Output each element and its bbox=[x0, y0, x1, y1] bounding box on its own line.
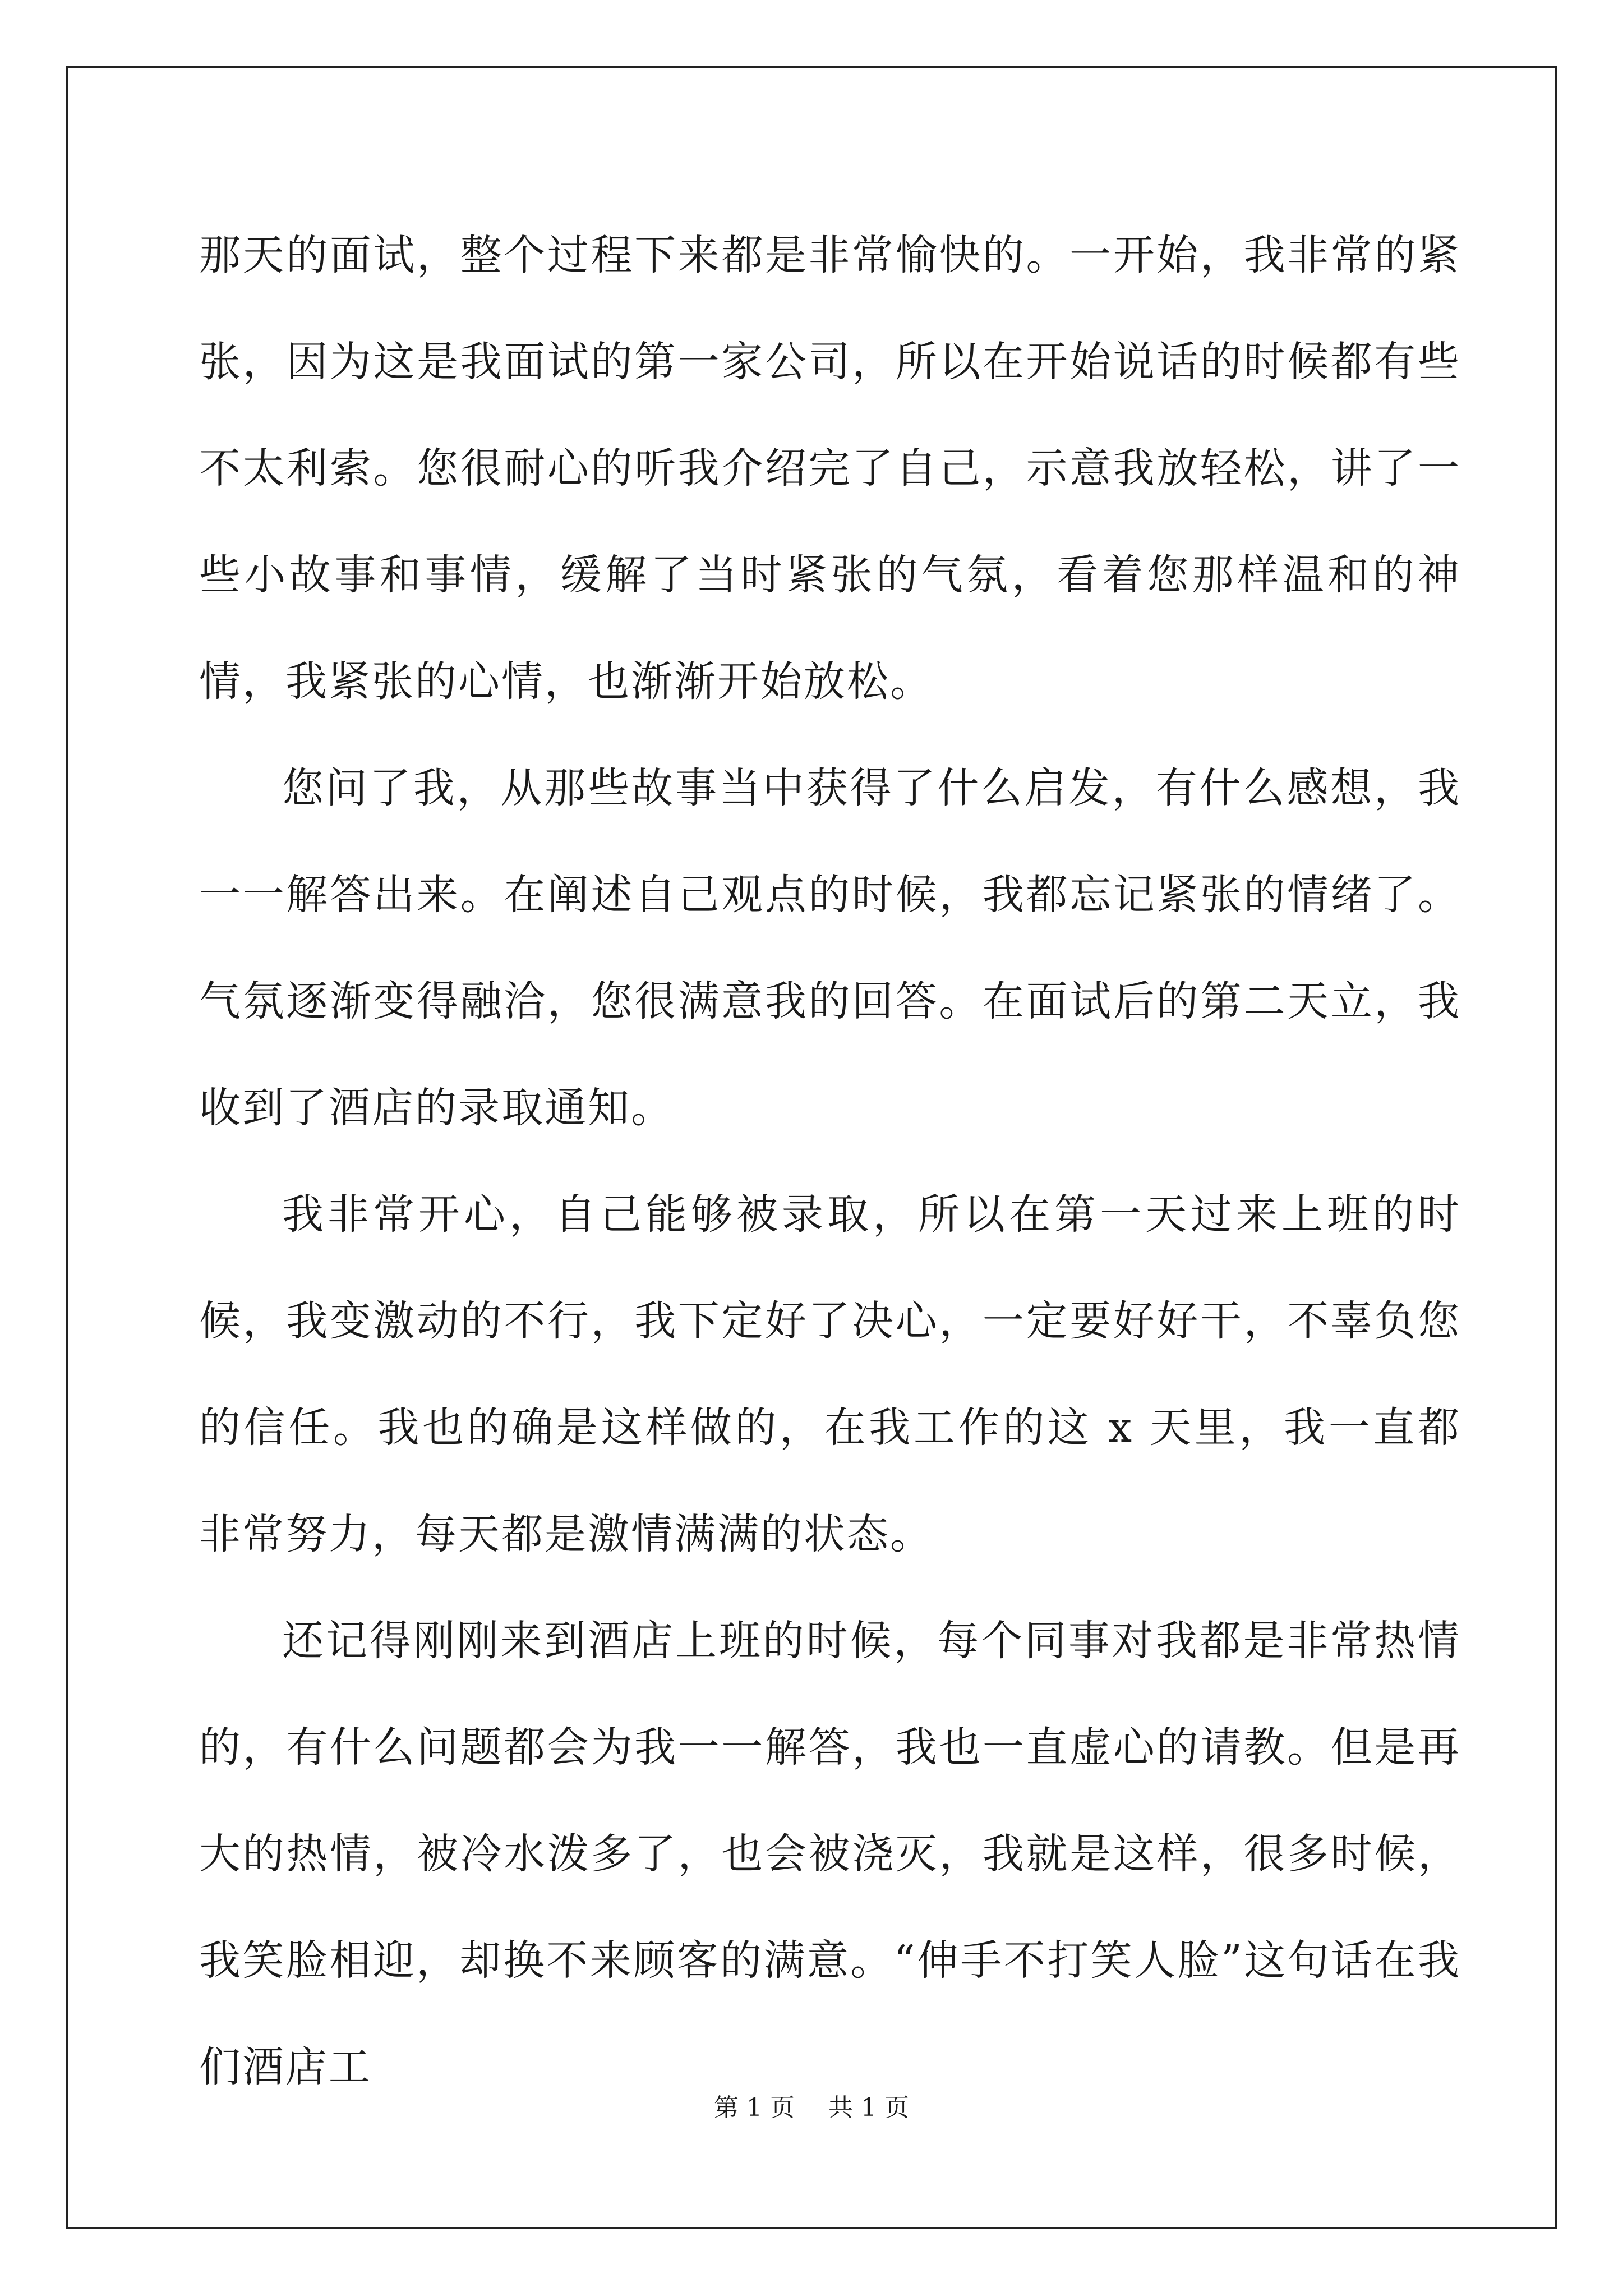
page-footer bbox=[0, 2091, 1623, 2125]
page-number: 第 1 页 bbox=[714, 2093, 795, 2122]
paragraph-2: 您问了我，从那些故事当中获得了什么启发，有什么感想，我一一解答出来。在阐述自己观点的时候，我都忘记紧张的情绪了。气氛逐渐变得融洽，您很满意我的回答。在面试后的第二天立，我收到了酒店的录取通知。 bbox=[199, 764, 1461, 1132]
paragraph-1: 那天的面试，整个过程下来都是非常愉快的。一开始，我非常的紧张，因为这是我面试的第一家公司，所以在开始说话的时候都有些不太利索。您很耐心的听我介绍完了自己，示意我放轻松，讲了一些小故事和事情，缓解了当时紧张的气氛，看着您那样温和的神情，我紧张的心情，也渐渐开始放松。 bbox=[199, 231, 1461, 706]
paragraph-3: 我非常开心，自己能够被录取，所以在第一天过来上班的时候，我变激动的不行，我下定好了决心，一定要好好干，不辜负您的信任。我也的确是这样做的，在我工作的这 x 天里，我一直都非常努力，每天都是激情满满的状态。 bbox=[199, 1190, 1461, 1558]
document-body bbox=[199, 202, 1461, 2120]
page-total: 共 1 页 bbox=[828, 2093, 909, 2122]
paragraph-4: 还记得刚刚来到酒店上班的时候，每个同事对我都是非常热情的，有什么问题都会为我一一解答，我也一直虚心的请教。但是再大的热情，被冷水泼多了，也会被浇灭，我就是这样，很多时候，我笑脸相迎，却换不来顾客的满意。“伸手不打笑人脸”这句话在我们酒店工 bbox=[199, 1617, 1461, 2091]
